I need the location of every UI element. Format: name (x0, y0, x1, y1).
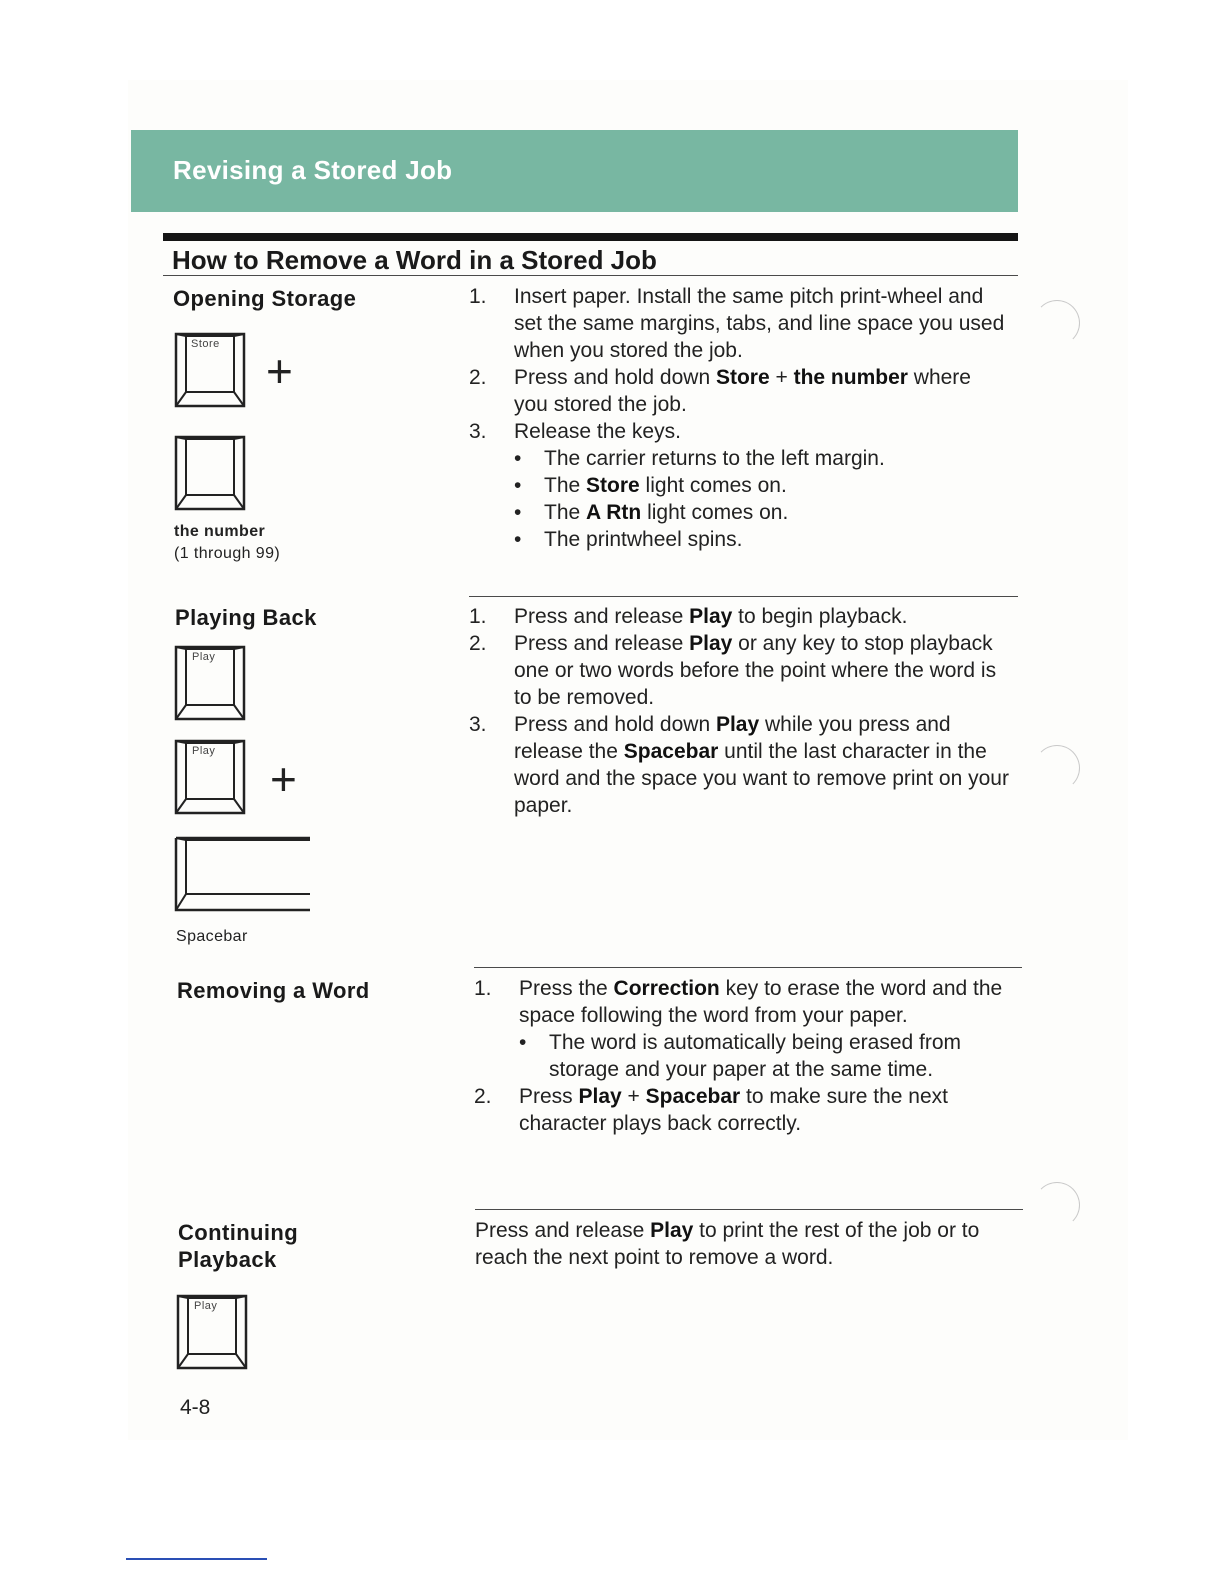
playing-step-3: 3. Press and hold down Play while you press and release the Spacebar until the last character in the word and the space you want to remove print on your paper. (469, 713, 1009, 817)
chapter-banner (131, 130, 1018, 212)
section-title: How to Remove a Word in a Stored Job (172, 245, 657, 275)
opening-bullet-3: • The A Rtn light comes on. (514, 499, 1009, 526)
divider (474, 967, 1022, 968)
divider (469, 596, 1018, 597)
divider (475, 1209, 1023, 1210)
opening-bullet-1: • The carrier returns to the left margin. (514, 445, 1009, 472)
number-key-range: (1 through 99) (174, 545, 281, 562)
heading-removing-word: Removing a Word (177, 978, 370, 1003)
heavy-rule (163, 233, 1018, 241)
section-rule (163, 275, 1018, 276)
number-key-icon (172, 433, 252, 513)
binder-hole-mark (1034, 1182, 1080, 1228)
store-key-label: Store (191, 338, 220, 350)
playing-step-1: 1. Press and release Play to begin playback. (469, 605, 908, 628)
removing-steps (474, 975, 1014, 1137)
removing-step-1: 1. Press the Correction key to erase the word and the space following the word from your paper. • The word is automatically being erased from storage and your paper at the same time. (474, 975, 1014, 1083)
opening-step-2: 2. Press and hold down Store + the number where you stored the job. (469, 366, 971, 416)
playing-steps (469, 603, 1009, 819)
binder-hole-mark (1034, 300, 1080, 346)
spacebar-caption: Spacebar (176, 928, 248, 945)
plus-sign: + (266, 345, 293, 397)
spacebar-key-icon (172, 834, 314, 916)
opening-bullet-4: • The printwheel spins. (514, 526, 1009, 553)
removing-step-2: 2. Press Play + Spacebar to make sure the next character plays back correctly. (474, 1085, 948, 1135)
play-key-label: Play (192, 651, 216, 663)
opening-step-1: 1. Insert paper. Install the same pitch print-wheel and set the same margins, tabs, and line space you used when you stored the job. (469, 285, 1005, 362)
heading-opening-storage: Opening Storage (173, 286, 357, 311)
playing-step-2: 2. Press and release Play or any key to stop playback one or two words before the point where the word is to be removed. (469, 632, 997, 709)
page-number: 4-8 (180, 1396, 211, 1419)
plus-sign: + (270, 753, 297, 805)
opening-steps (469, 283, 1009, 553)
opening-step-3: 3. Release the keys. • The carrier returns to the left margin. • The Store light comes on. • The A Rtn light comes on. • The printwheel spins. (469, 418, 1009, 553)
play-key-label: Play (192, 745, 216, 757)
removing-bullet: • The word is automatically being erased from storage and your paper at the same time. (519, 1029, 1014, 1083)
heading-playing-back: Playing Back (175, 605, 317, 630)
binder-hole-mark (1034, 745, 1080, 791)
footer-underline (126, 1558, 267, 1560)
number-key-caption: the number (174, 523, 266, 540)
continuing-text: Press and release Play to print the rest of the job or to reach the next point to remove a word. (475, 1219, 980, 1269)
heading-continuing-playback: Continuing Playback (178, 1220, 299, 1272)
play-key-label: Play (194, 1300, 218, 1312)
chapter-title: Revising a Stored Job (173, 155, 453, 185)
opening-bullet-2: • The Store light comes on. (514, 472, 1009, 499)
